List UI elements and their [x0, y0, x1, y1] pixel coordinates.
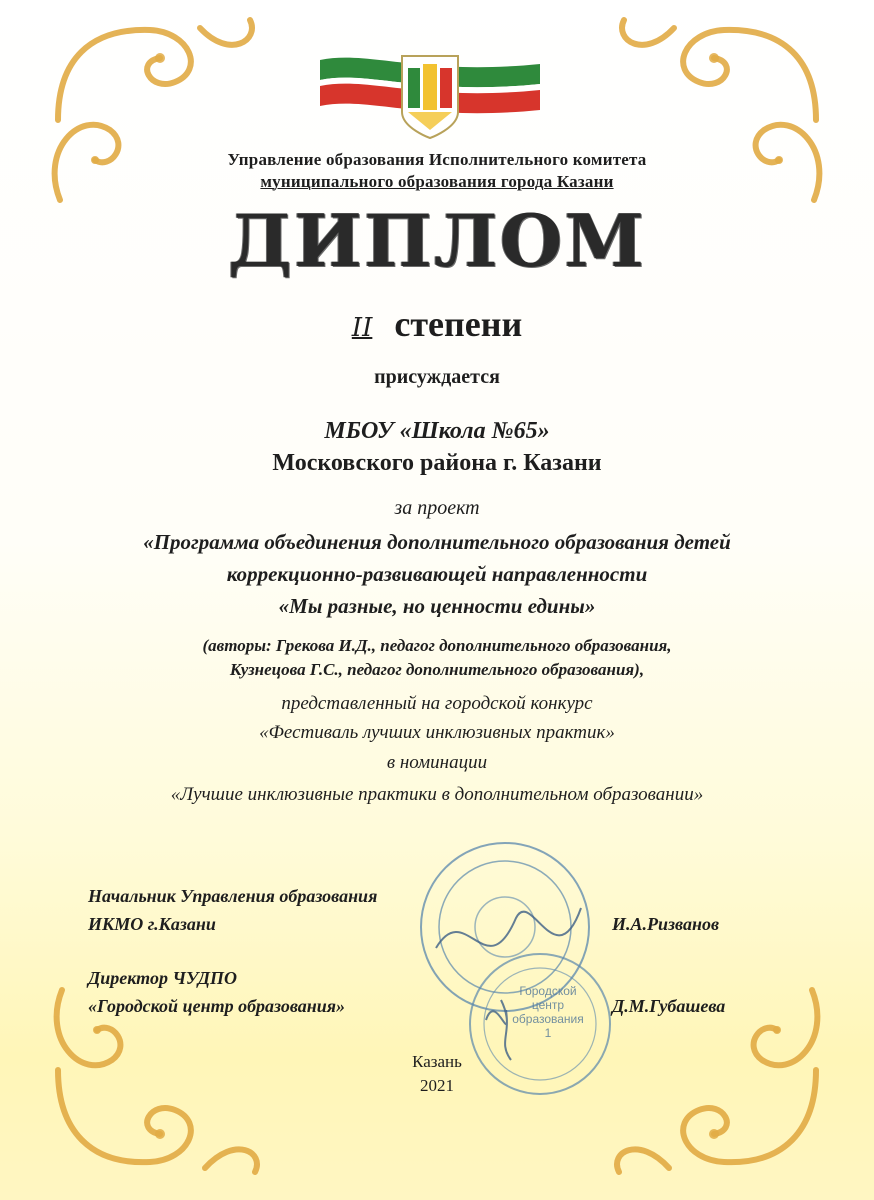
degree-label: степени	[394, 304, 523, 344]
stamp-text: Городской центр образования 1	[512, 984, 584, 1040]
project-line-1: «Программа объединения дополнительного образования детей	[143, 530, 731, 554]
project-line-3: «Мы разные, но ценности едины»	[278, 594, 596, 618]
awarded-text: присуждается	[374, 366, 500, 388]
signatory-1-title-1: Начальник Управления образования	[88, 886, 378, 906]
project-intro: за проект	[394, 497, 480, 519]
presentation-line-2: «Фестиваль лучших инклюзивных практик»	[259, 722, 615, 743]
signatory-2-title-1: Директор ЧУДПО	[88, 968, 238, 988]
signatory-1-title-2: ИКМО г.Казани	[88, 914, 216, 934]
corner-ornament-top-left	[58, 30, 191, 120]
presentation-line-4: «Лучшие инклюзивные практики в дополнительном образовании»	[170, 784, 704, 805]
issuer-line-2: муниципального образования города Казани	[260, 172, 614, 191]
presentation-line-1: представленный на городской конкурс	[281, 693, 593, 714]
corner-ornament-top-right	[683, 30, 816, 120]
recipient-line-2: Московского района г. Казани	[272, 450, 602, 476]
project-line-2: коррекционно-развивающей направленности	[226, 562, 648, 586]
issuer-line-1: Управление образования Исполнительного комитета	[227, 150, 647, 169]
document-title: ДИПЛОМ	[227, 198, 647, 283]
signatory-2-title-2: «Городской центр образования»	[88, 996, 346, 1016]
footer-year: 2021	[420, 1076, 454, 1095]
signature-scribble-1	[436, 908, 581, 948]
coat-of-arms-icon	[402, 56, 458, 138]
footer-city: Казань	[412, 1052, 462, 1071]
authors-line-2: Кузнецова Г.С., педагог дополнительного образования),	[229, 660, 645, 679]
degree-number: II	[351, 313, 373, 343]
signatory-1-name: И.А.Ризванов	[612, 914, 719, 934]
signatory-2-name: Д.М.Губашева	[612, 996, 726, 1016]
flag-emblem	[310, 46, 550, 146]
authors-line-1: (авторы: Грекова И.Д., педагог дополнительного образования,	[202, 636, 672, 655]
presentation-line-3: в номинации	[386, 752, 488, 773]
degree-row	[0, 303, 874, 345]
recipient-line-1: МБОУ «Школа №65»	[324, 418, 550, 444]
